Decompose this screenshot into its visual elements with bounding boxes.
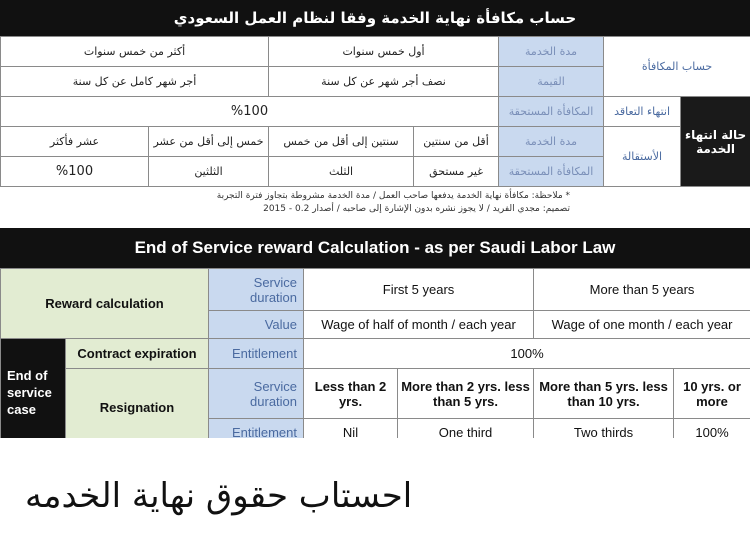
en-nil: Nil [304, 419, 398, 439]
english-table-title: End of Service reward Calculation - as per Saudi Labor Law [0, 228, 750, 268]
ar-five-to-ten: خمس إلى أقل من عشر [149, 127, 269, 157]
en-first-5-years: First 5 years [304, 269, 534, 311]
en-five-to-ten: More than 5 yrs. less than 10 yrs. [534, 369, 674, 419]
ar-first-5-years: أول خمس سنوات [269, 37, 499, 67]
ar-two-to-five: سنتين إلى أقل من خمس [269, 127, 414, 157]
arabic-reward-table [0, 0, 750, 216]
en-half-month-wage: Wage of half of month / each year [304, 311, 534, 339]
ar-contract-expiration: انتهاء التعاقد [604, 97, 681, 127]
arabic-design-credit: تصميم: مجدي الفريد / لا يجوز نشره بدون الإشارة إلى صاحبه / أصدار 0.2 - 2015 [263, 204, 570, 214]
ar-entitlement-label: المكافأة المستحقة [499, 97, 604, 127]
ar-end-of-service-case: حالة انتهاء الخدمة [681, 97, 750, 187]
ar-nil: غير مستحق [414, 157, 499, 187]
arabic-notes [0, 187, 750, 216]
english-table-grid [0, 268, 750, 438]
ar-half-month-wage: نصف أجر شهر عن كل سنة [269, 67, 499, 97]
ar-full-month-wage: أجر شهر كامل عن كل سنة [1, 67, 269, 97]
arabic-table-grid [0, 36, 750, 187]
ar-ten-or-more: عشر فأكثر [1, 127, 149, 157]
ar-entitlement-value: %100 [1, 97, 499, 127]
en-one-third: One third [398, 419, 534, 439]
arabic-table-title: حساب مكافأة نهاية الخدمة وفقا لنظام العمل السعودي [0, 0, 750, 36]
en-end-of-service-case: End of service case [1, 339, 66, 439]
en-ten-or-more: 10 yrs. or more [674, 369, 750, 419]
arabic-note: * ملاحظة: مكافأة نهاية الخدمة يدفعها صاحب العمل / مدة الخدمة مشروطة بتجاوز فترة التجربة [216, 191, 570, 201]
en-value-label: Value [209, 311, 304, 339]
en-more-than-5-years: More than 5 years [534, 269, 750, 311]
ar-resignation: الأستقالة [604, 127, 681, 187]
ar-entitlement-label-2: المكافأة المستحقة [499, 157, 604, 187]
en-entitlement-label: Entitlement [209, 339, 304, 369]
en-entitlement-value: 100% [304, 339, 750, 369]
en-full-month-wage: Wage of one month / each year [534, 311, 750, 339]
en-contract-expiration: Contract expiration [66, 339, 209, 369]
en-service-duration-label-2: Service duration [209, 369, 304, 419]
ar-service-duration-label: مدة الخدمة [499, 37, 604, 67]
en-two-to-five: More than 2 yrs. less than 5 yrs. [398, 369, 534, 419]
en-hundred: 100% [674, 419, 750, 439]
en-service-duration-label: Service duration [209, 269, 304, 311]
caption-text: احستاب حقوق نهاية الخدمه [25, 476, 413, 516]
ar-one-third: الثلث [269, 157, 414, 187]
ar-less-than-2: أقل من سنتين [414, 127, 499, 157]
english-reward-table [0, 228, 750, 438]
en-entitlement-label-2: Entitlement [209, 419, 304, 439]
en-resignation: Resignation [66, 369, 209, 439]
ar-value-label: القيمة [499, 67, 604, 97]
caption [0, 476, 750, 516]
en-reward-calculation: Reward calculation [1, 269, 209, 339]
ar-hundred: %100 [1, 157, 149, 187]
ar-service-duration-label-2: مدة الخدمة [499, 127, 604, 157]
ar-two-thirds: الثلثين [149, 157, 269, 187]
en-less-than-2: Less than 2 yrs. [304, 369, 398, 419]
ar-reward-calc-label: حساب المكافأة [604, 37, 750, 97]
en-two-thirds: Two thirds [534, 419, 674, 439]
ar-more-than-5-years: أكثر من خمس سنوات [1, 37, 269, 67]
